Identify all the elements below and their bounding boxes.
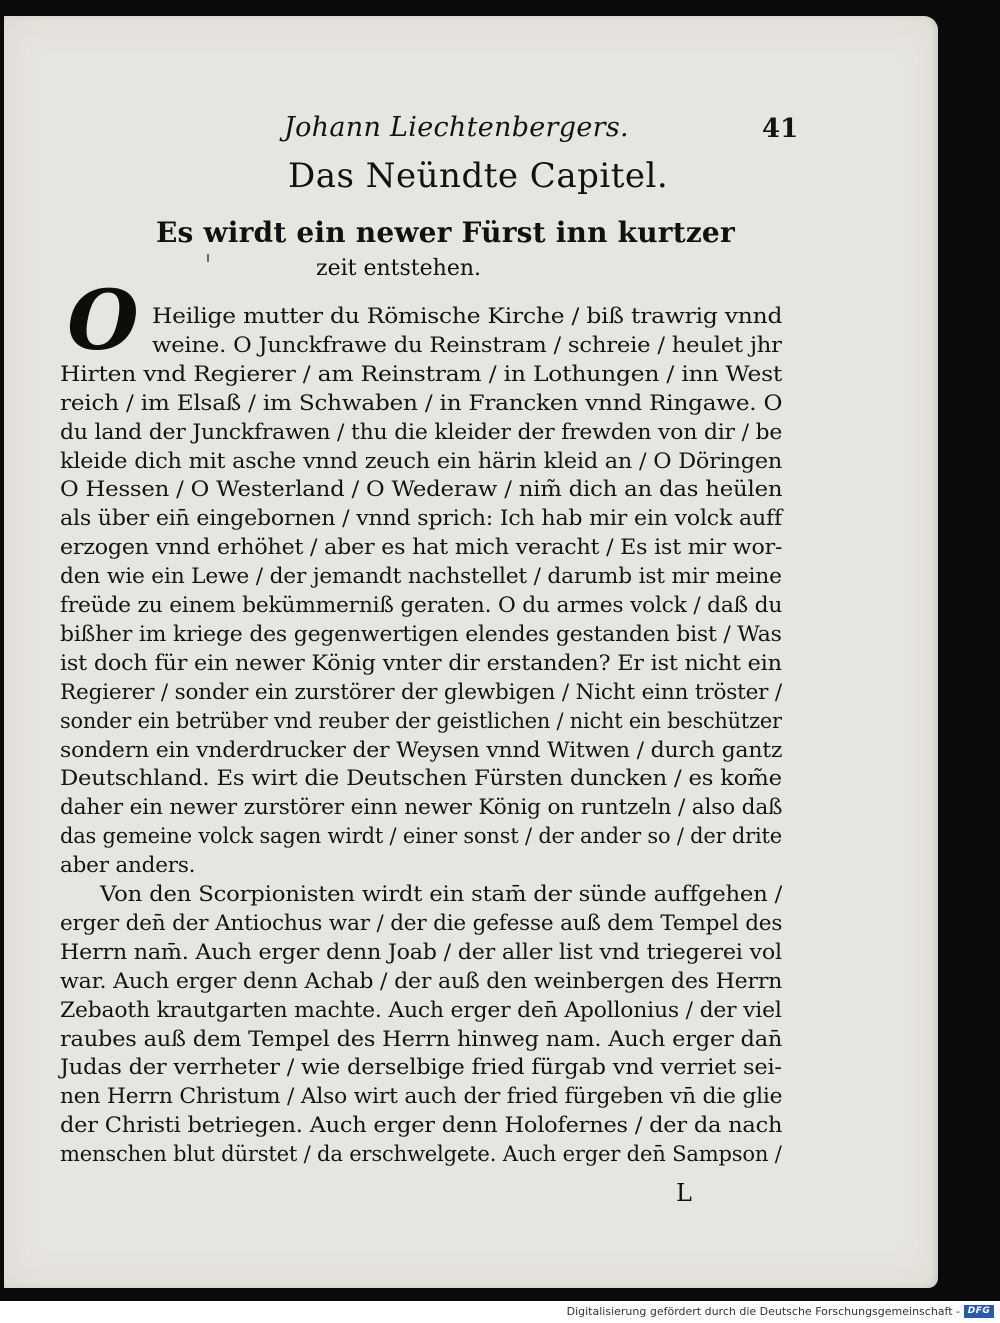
page-number: 41	[762, 114, 799, 144]
text-line: sonder ein betrüber vnd reuber der geistlichen / nicht ein beschützer	[60, 708, 782, 734]
text-line: Heilige mutter du Römische Kirche / biß trawrig vnnd	[152, 304, 783, 329]
text-line: das gemeine volck sagen wirdt / einer sonst / der ander so / der drite	[60, 824, 782, 850]
text-line: daher ein newer zurstörer einn newer König on runtzeln / also daß	[60, 795, 783, 821]
decorated-initial: O	[67, 273, 139, 369]
text-line: bißher im kriege des gegenwertigen elendes gestanden bist / Was	[60, 621, 782, 647]
text-line: Regierer / sonder ein zurstörer der glewbigen / Nicht einn tröster /	[60, 679, 782, 705]
catchword: L	[676, 1179, 692, 1207]
running-title: Johann Liechtenbergers.	[284, 112, 629, 143]
text-line: erzogen vnnd erhöhet / aber es hat mich veracht / Es ist mir wor-	[60, 535, 783, 561]
running-head	[4, 112, 938, 152]
text-line: als über ein̄ eingebornen / vnnd sprich: Ich hab mir ein volck auff	[60, 506, 782, 532]
text-line: erger den̄ der Antiochus war / der die gefesse auß dem Tempel des	[60, 910, 783, 936]
text-line: war. Auch erger denn Achab / der auß den weinbergen des Herrn	[60, 968, 783, 994]
text-line: Zebaoth krautgarten machte. Auch erger den̄ Apollonius / der viel	[60, 997, 782, 1023]
text-line: du land der Junckfrawen / thu die kleider der frewden von dir / be	[60, 419, 783, 445]
text-line: nen Herrn Christum / Also wirt auch der fried fürgeben vn̄ die glie	[60, 1084, 783, 1110]
chapter-heading-line-2: zeit entstehen.	[316, 256, 482, 281]
chapter-heading-line-1: Es wirdt ein newer Fürst inn kurtzer	[156, 216, 735, 249]
text-line: Von den Scorpionisten wirdt ein stam̄ der sünde auffgehen /	[100, 882, 783, 907]
funding-credit: Digitalisierung gefördert durch die Deutsche Forschungsgemeinschaft -	[566, 1305, 960, 1318]
book-page	[4, 16, 938, 1288]
footer-bar	[0, 1301, 1000, 1323]
text-line: Deutschland. Es wirt die Deutschen Fürsten duncken / es kom̃e	[60, 766, 782, 792]
text-line: kleide dich mit asche vnnd zeuch ein härin kleid an / O Döringen	[60, 448, 783, 474]
text-line: den wie ein Lewe / der jemandt nachstellet / darumb ist mir meine	[60, 564, 782, 590]
text-line: raubes auß dem Tempel des Herrn hinweg nam. Auch erger dan̄	[60, 1026, 783, 1052]
text-line: reich / im Elsaß / im Schwaben / in Francken vnnd Ringawe. O	[60, 390, 783, 416]
text-line: ist doch für ein newer König vnter dir erstanden? Er ist nicht ein	[60, 650, 782, 676]
text-line: Herrn nam̄. Auch erger denn Joab / der aller list vnd triegerei vol	[60, 939, 782, 965]
text-line: weine. O Junckfrawe du Reinstram / schreie / heulet jhr	[152, 332, 782, 358]
text-line: aber anders.	[60, 853, 196, 879]
text-line: der Christi betriegen. Auch erger denn Holofernes / der da nach	[60, 1113, 783, 1139]
ink-mark	[207, 254, 209, 262]
text-line: O Hessen / O Westerland / O Wederaw / nim̃ dich an das heülen	[60, 477, 783, 503]
text-line: Judas der verrheter / wie derselbige fried fürgab vnd verriet sei-	[60, 1055, 782, 1081]
text-line: menschen blut dürstet / da erschwelgete. Auch erger den̄ Sampson /	[60, 1142, 782, 1168]
chapter-title: Das Neündte Capitel.	[288, 156, 669, 196]
dfg-logo-icon: DFG	[964, 1305, 994, 1318]
text-line: Hirten vnd Regierer / am Reinstram / in Lothungen / inn West	[60, 361, 783, 387]
text-line: sondern ein vnderdrucker der Weysen vnnd Witwen / durch gantz	[60, 737, 783, 763]
text-line: freüde zu einem bekümmerniß geraten. O du armes volck / daß du	[60, 593, 783, 618]
